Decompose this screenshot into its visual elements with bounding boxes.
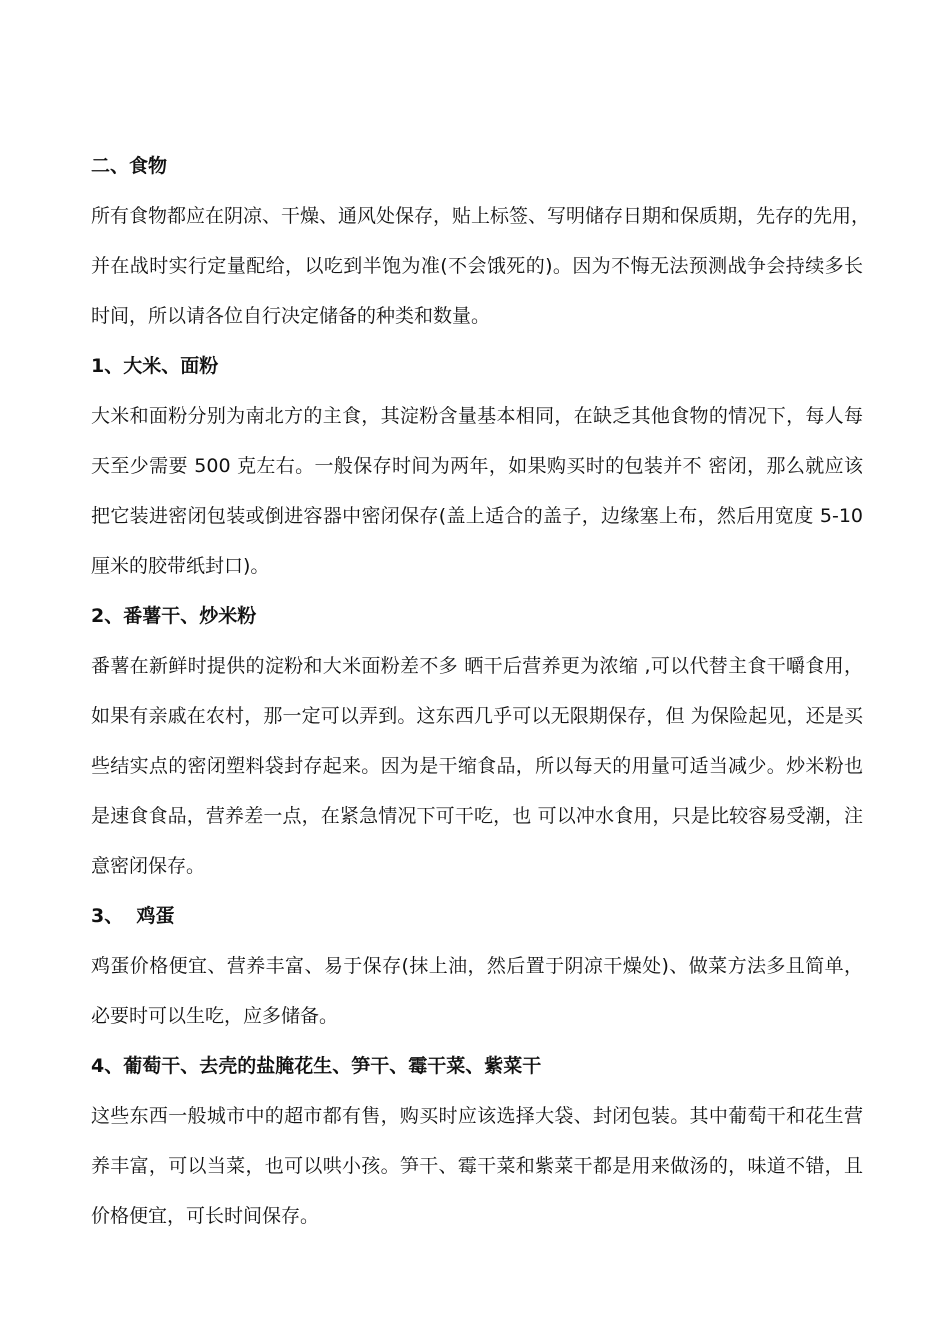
paragraph-line: 番薯在新鲜时提供的淀粉和大米面粉差不多 晒干后营养更为浓缩 ,可以代替主食干嚼食用， [91, 655, 863, 677]
item-sweet-potato [91, 591, 863, 891]
paragraph-line: 些结实点的密闭塑料袋封存起来。因为是干缩食品，所以每天的用量可适当减少。炒米粉也 [91, 755, 863, 777]
paragraph-line: 养丰富，可以当菜，也可以哄小孩。笋干、霉干菜和紫菜干都是用来做汤的，味道不错，且 [91, 1155, 863, 1177]
paragraph-line: 是速食食品，营养差一点，在紧急情况下可干吃，也 可以冲水食用，只是比较容易受潮，注 [91, 805, 863, 827]
paragraph-line: 厘米的胶带纸封口)。 [91, 555, 270, 577]
section-title: 二、食物 [91, 155, 168, 177]
item-heading: 2、番薯干、炒米粉 [91, 605, 257, 627]
item-eggs [91, 891, 863, 1041]
paragraph-line: 时间，所以请各位自行决定储备的种类和数量。 [91, 305, 491, 327]
paragraph-line: 这些东西一般城市中的超市都有售，购买时应该选择大袋、封闭包装。其中葡萄干和花生营 [91, 1105, 863, 1127]
item-dried-goods [91, 1041, 863, 1241]
paragraph-line: 大米和面粉分别为南北方的主食，其淀粉含量基本相同，在缺乏其他食物的情况下，每人每 [91, 405, 863, 427]
paragraph-line: 并在战时实行定量配给，以吃到半饱为准(不会饿死的)。因为不悔无法预测战争会持续多长 [91, 255, 863, 277]
intro-paragraph [91, 191, 871, 341]
item-rice-flour [91, 341, 863, 591]
paragraph-line: 意密闭保存。 [91, 855, 206, 877]
paragraph-line: 如果有亲戚在农村，那一定可以弄到。这东西几乎可以无限期保存，但 为保险起见，还是买 [91, 705, 863, 727]
paragraph-line: 鸡蛋价格便宜、营养丰富、易于保存(抹上油，然后置于阴凉干燥处)、做菜方法多且简单， [91, 955, 863, 977]
paragraph-line: 必要时可以生吃，应多储备。 [91, 1005, 339, 1027]
paragraph-line: 价格便宜，可长时间保存。 [91, 1205, 320, 1227]
paragraph-line: 天至少需要 500 克左右。一般保存时间为两年，如果购买时的包装并不 密闭，那么就应该 [91, 455, 863, 477]
item-heading: 3、 鸡蛋 [91, 905, 175, 927]
item-heading: 4、葡萄干、去壳的盐腌花生、笋干、霉干菜、紫菜干 [91, 1055, 542, 1077]
document-page [91, 141, 871, 1241]
paragraph-line: 所有食物都应在阴凉、干燥、通风处保存，贴上标签、写明储存日期和保质期，先存的先用， [91, 205, 871, 227]
item-heading: 1、大米、面粉 [91, 355, 219, 377]
paragraph-line: 把它装进密闭包装或倒进容器中密闭保存(盖上适合的盖子，边缘塞上布，然后用宽度 5-10 [91, 505, 863, 527]
